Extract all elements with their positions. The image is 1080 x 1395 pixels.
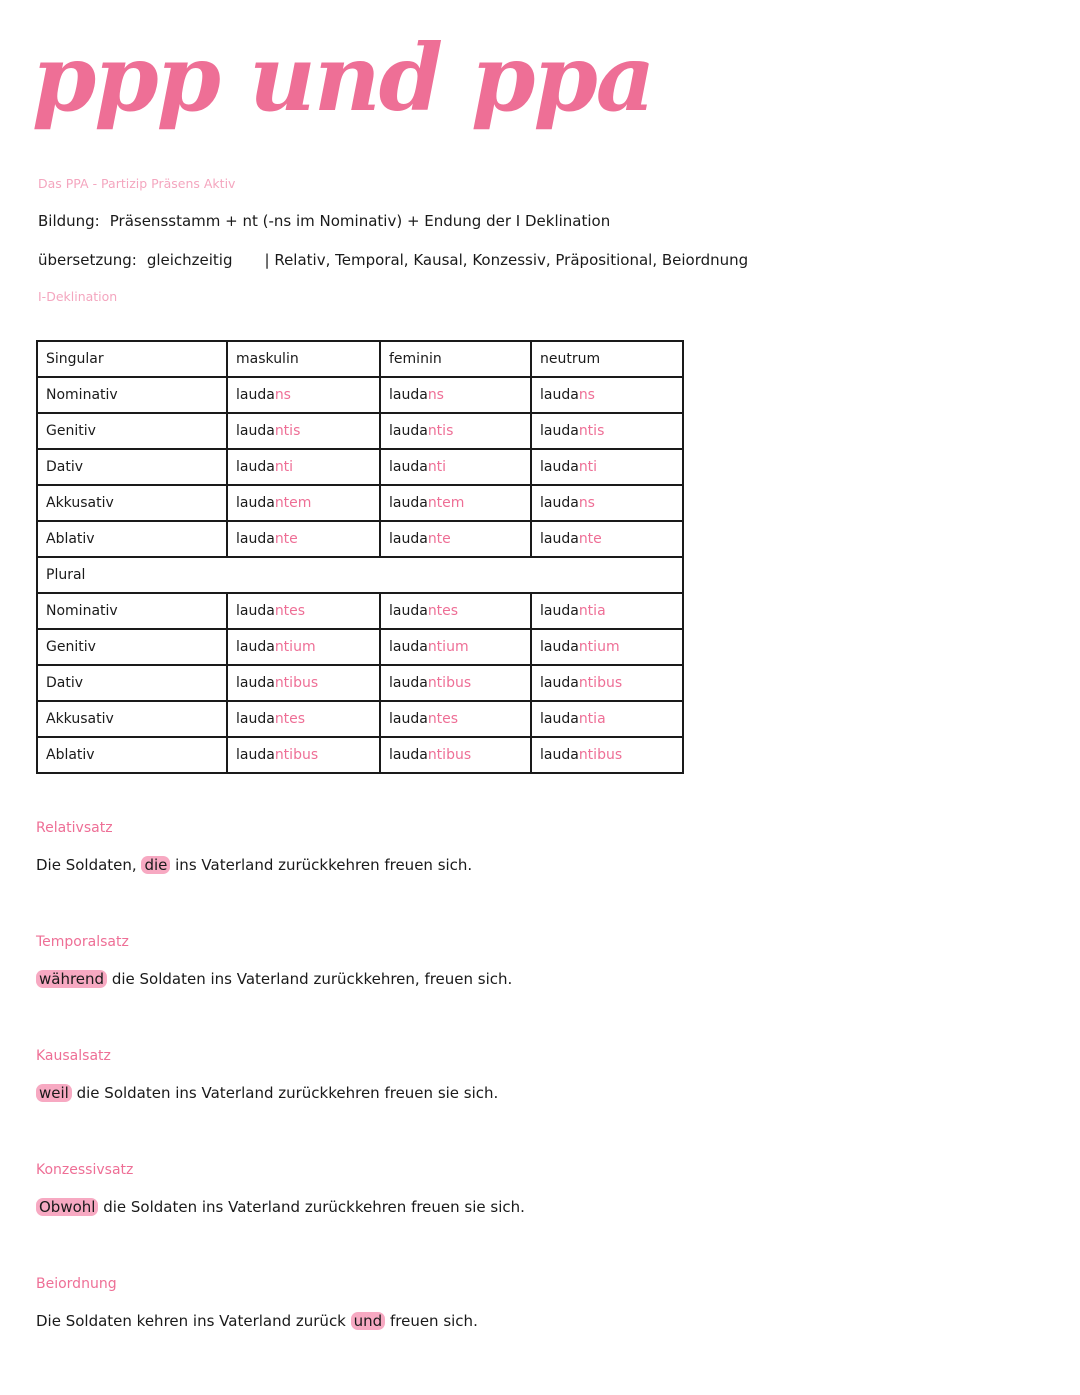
form-ending: ntia	[578, 603, 606, 619]
example-sentence	[36, 856, 472, 874]
form-ending: nti	[427, 459, 447, 475]
highlighted-conjunction: während	[36, 970, 107, 988]
sentence-text: die Soldaten ins Vaterland zurückkehren, freuen sich.	[107, 970, 513, 988]
form-cell	[531, 701, 683, 737]
form-ending: ns	[578, 495, 595, 511]
form-cell	[380, 377, 531, 413]
form-stem: lauda	[389, 639, 428, 655]
form-stem: lauda	[236, 603, 275, 619]
form-stem: lauda	[389, 423, 428, 439]
form-ending: ntes	[274, 711, 306, 727]
form-cell	[380, 665, 531, 701]
form-cell	[531, 737, 683, 773]
form-ending: ntem	[427, 495, 465, 511]
form-ending: ntibus	[274, 747, 319, 763]
case-cell: Genitiv	[37, 629, 227, 665]
form-stem: lauda	[236, 423, 275, 439]
example-sentence	[36, 970, 512, 988]
highlighted-conjunction: und	[351, 1312, 386, 1330]
form-stem: lauda	[389, 495, 428, 511]
table-header-row	[37, 341, 683, 377]
form-cell	[380, 701, 531, 737]
highlighted-conjunction: die	[141, 856, 170, 874]
form-stem: lauda	[540, 711, 579, 727]
form-ending: ns	[274, 387, 291, 403]
form-cell	[531, 413, 683, 449]
form-stem: lauda	[540, 387, 579, 403]
form-cell	[531, 485, 683, 521]
form-cell	[227, 485, 380, 521]
form-cell	[380, 737, 531, 773]
form-stem: lauda	[540, 675, 579, 691]
form-stem: lauda	[236, 459, 275, 475]
form-ending: nte	[578, 531, 602, 547]
form-cell	[227, 737, 380, 773]
page-title: ppp und ppa	[32, 24, 654, 132]
uebersetzung-value: gleichzeitig	[146, 251, 233, 269]
highlighted-conjunction: Obwohl	[36, 1198, 98, 1216]
form-cell	[380, 449, 531, 485]
table-row	[37, 737, 683, 773]
plural-header-cell: Plural	[37, 557, 683, 593]
example-heading: Beiordnung	[36, 1276, 117, 1292]
form-ending: ntibus	[274, 675, 319, 691]
example-heading: Temporalsatz	[36, 934, 129, 950]
table-row	[37, 521, 683, 557]
form-stem: lauda	[540, 495, 579, 511]
form-stem: lauda	[236, 675, 275, 691]
example-heading: Kausalsatz	[36, 1048, 111, 1064]
example-heading: Relativsatz	[36, 820, 113, 836]
case-cell: Nominativ	[37, 377, 227, 413]
number-header-cell: Singular	[37, 341, 227, 377]
gender-header-cell: maskulin	[227, 341, 380, 377]
form-stem: lauda	[236, 639, 275, 655]
example-sentence	[36, 1084, 498, 1102]
example-heading: Konzessivsatz	[36, 1162, 134, 1178]
form-cell	[380, 485, 531, 521]
sentence-text: die Soldaten ins Vaterland zurückkehren freuen sie sich.	[98, 1198, 525, 1216]
sentence-text: die Soldaten ins Vaterland zurückkehren freuen sie sich.	[71, 1084, 499, 1102]
case-cell: Dativ	[37, 449, 227, 485]
subtitle: Das PPA - Partizip Präsens Aktiv	[38, 176, 236, 191]
uebersetzung-label: übersetzung:	[38, 251, 137, 269]
case-cell: Nominativ	[37, 593, 227, 629]
table-row	[37, 377, 683, 413]
form-cell	[380, 629, 531, 665]
uebersetzung-line	[38, 251, 748, 269]
form-ending: ntes	[274, 603, 306, 619]
form-cell	[227, 377, 380, 413]
form-ending: ntis	[578, 423, 605, 439]
form-cell	[531, 449, 683, 485]
form-cell	[380, 413, 531, 449]
case-cell: Dativ	[37, 665, 227, 701]
form-cell	[531, 629, 683, 665]
form-stem: lauda	[236, 387, 275, 403]
form-ending: nti	[578, 459, 598, 475]
form-ending: nte	[427, 531, 451, 547]
form-stem: lauda	[389, 603, 428, 619]
form-stem: lauda	[540, 423, 579, 439]
form-cell	[531, 377, 683, 413]
form-ending: ntibus	[427, 747, 472, 763]
bildung-label: Bildung:	[38, 212, 100, 230]
form-ending: ntes	[427, 711, 459, 727]
form-cell	[227, 629, 380, 665]
form-stem: lauda	[389, 747, 428, 763]
form-cell	[531, 521, 683, 557]
case-cell: Ablativ	[37, 737, 227, 773]
form-ending: ns	[427, 387, 444, 403]
form-ending: ntium	[578, 639, 620, 655]
form-ending: ntibus	[578, 747, 623, 763]
form-ending: nte	[274, 531, 298, 547]
form-ending: ntem	[274, 495, 312, 511]
form-stem: lauda	[540, 639, 579, 655]
form-ending: ntibus	[427, 675, 472, 691]
form-stem: lauda	[389, 387, 428, 403]
gender-header-cell: neutrum	[531, 341, 683, 377]
form-cell	[227, 413, 380, 449]
sentence-text: freuen sich.	[385, 1312, 478, 1330]
sentence-text: Die Soldaten,	[36, 856, 142, 874]
declination-table	[36, 340, 684, 774]
form-ending: ntia	[578, 711, 606, 727]
form-stem: lauda	[540, 459, 579, 475]
form-stem: lauda	[236, 711, 275, 727]
table-row	[37, 629, 683, 665]
form-stem: lauda	[389, 711, 428, 727]
table-row	[37, 485, 683, 521]
uebersetzung-types: | Relativ, Temporal, Kausal, Konzessiv, Präpositional, Beiordnung	[264, 251, 749, 269]
example-sentence	[36, 1198, 525, 1216]
form-ending: nti	[274, 459, 294, 475]
form-stem: lauda	[389, 531, 428, 547]
bildung-text: Präsensstamm + nt (-ns im Nominativ) + Endung der I Deklination	[109, 212, 611, 230]
form-stem: lauda	[236, 747, 275, 763]
form-stem: lauda	[540, 603, 579, 619]
case-cell: Akkusativ	[37, 701, 227, 737]
form-ending: ntes	[427, 603, 459, 619]
gender-header-cell: feminin	[380, 341, 531, 377]
case-cell: Akkusativ	[37, 485, 227, 521]
form-cell	[227, 521, 380, 557]
bildung-line	[38, 212, 610, 230]
form-ending: ntibus	[578, 675, 623, 691]
form-stem: lauda	[389, 459, 428, 475]
form-stem: lauda	[540, 531, 579, 547]
form-cell	[227, 701, 380, 737]
form-cell	[380, 521, 531, 557]
form-ending: ntis	[274, 423, 301, 439]
table-row	[37, 665, 683, 701]
form-ending: ntis	[427, 423, 454, 439]
form-cell	[227, 665, 380, 701]
form-cell	[227, 449, 380, 485]
form-cell	[227, 593, 380, 629]
form-stem: lauda	[236, 531, 275, 547]
plural-header-row	[37, 557, 683, 593]
case-cell: Genitiv	[37, 413, 227, 449]
form-stem: lauda	[389, 675, 428, 691]
form-ending: ntium	[274, 639, 316, 655]
table-row	[37, 701, 683, 737]
example-sentence	[36, 1312, 478, 1330]
table-row	[37, 449, 683, 485]
form-stem: lauda	[540, 747, 579, 763]
form-cell	[531, 665, 683, 701]
table-row	[37, 593, 683, 629]
declination-label: I-Deklination	[38, 289, 118, 304]
form-cell	[531, 593, 683, 629]
form-stem: lauda	[236, 495, 275, 511]
form-cell	[380, 593, 531, 629]
table-row	[37, 413, 683, 449]
form-ending: ns	[578, 387, 595, 403]
form-ending: ntium	[427, 639, 469, 655]
highlighted-conjunction: weil	[36, 1084, 72, 1102]
sentence-text: Die Soldaten kehren ins Vaterland zurück	[36, 1312, 351, 1330]
case-cell: Ablativ	[37, 521, 227, 557]
sentence-text: ins Vaterland zurückkehren freuen sich.	[170, 856, 473, 874]
